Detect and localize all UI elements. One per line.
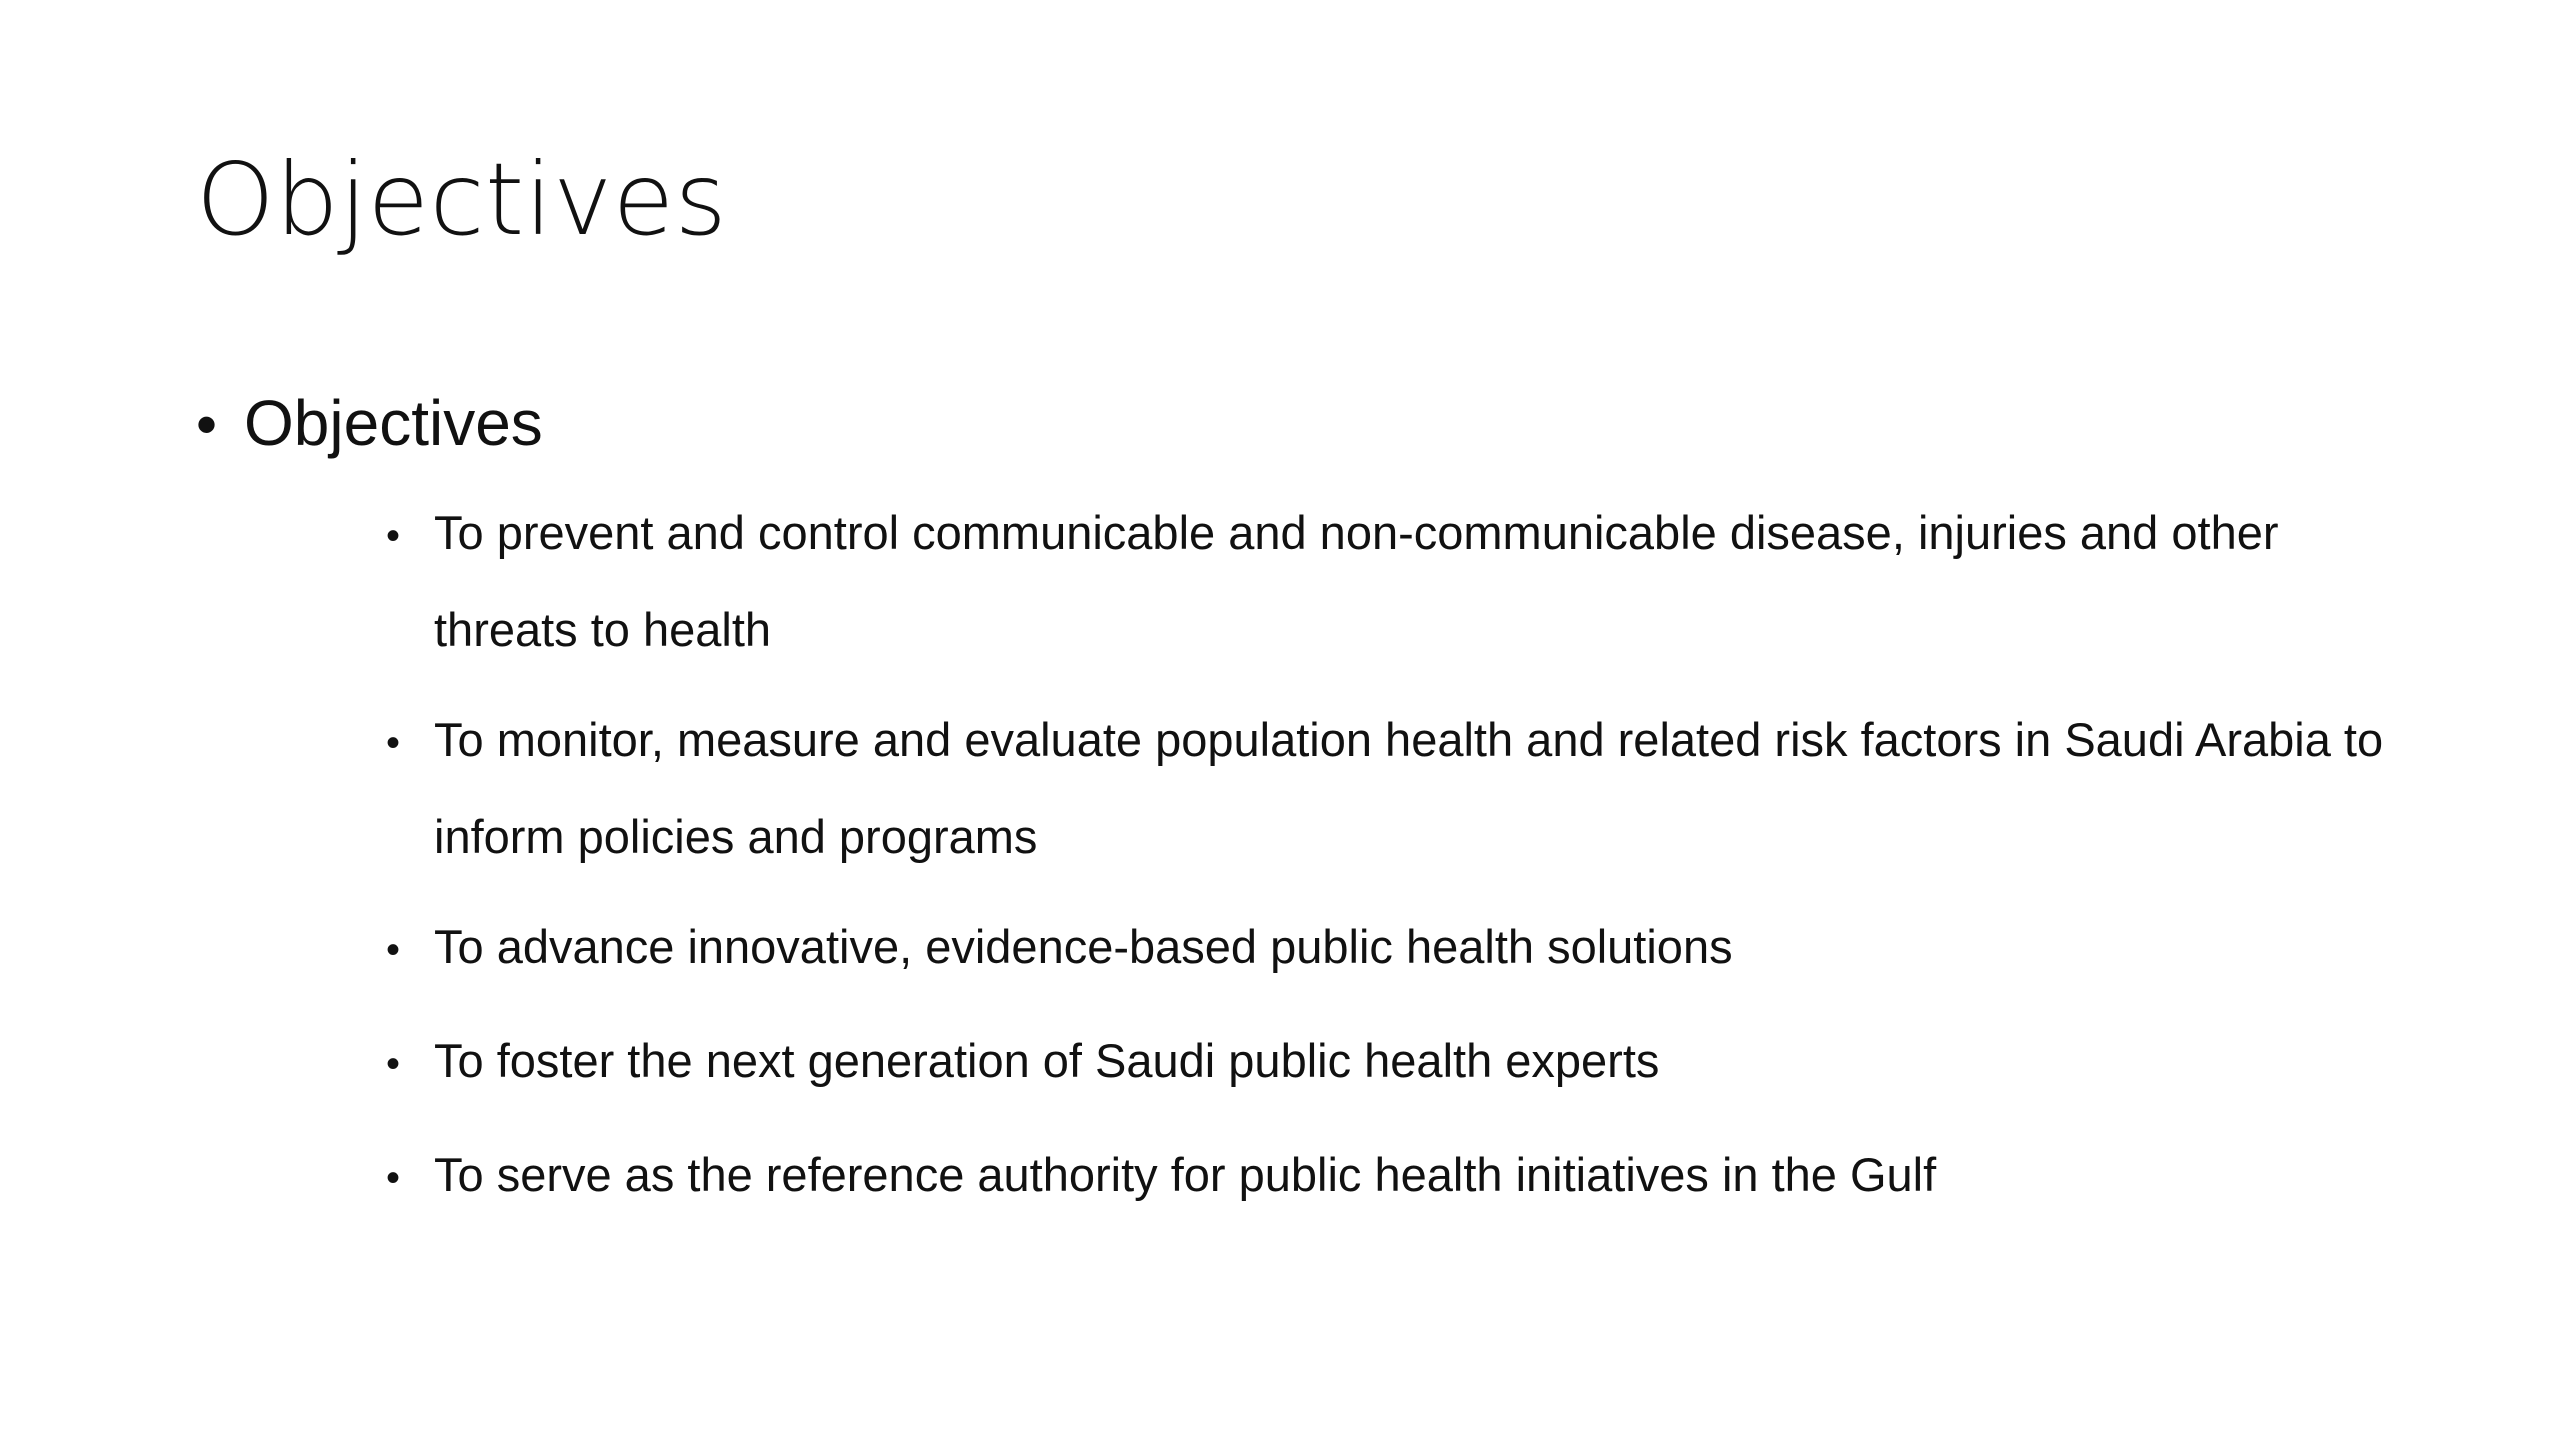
- sub-bullet-text: To advance innovative, evidence-based public health solutions: [434, 919, 1733, 973]
- sub-bullet-text: To monitor, measure and evaluate population health and related risk factors in Saudi Arabia to inform policies and programs: [434, 712, 2384, 863]
- bullet-glyph: •: [386, 1041, 401, 1086]
- slide-content: [196, 385, 2416, 1240]
- sub-bullet-item: [386, 691, 2416, 885]
- sub-bullet-text: To foster the next generation of Saudi public health experts: [434, 1033, 1660, 1087]
- sub-bullet-item: [386, 1126, 2416, 1227]
- sub-bullet-list: [196, 484, 2416, 1227]
- sub-bullet-text: To serve as the reference authority for public health initiatives in the Gulf: [434, 1147, 1937, 1201]
- sub-bullet-text: To prevent and control communicable and non-communicable disease, injuries and other threats to health: [434, 505, 2279, 656]
- bullet-glyph: •: [386, 1155, 401, 1200]
- bullet-level-1: [196, 385, 2416, 462]
- bullet-glyph: •: [196, 391, 218, 458]
- bullet-level-1-label: Objectives: [244, 387, 543, 459]
- sub-bullet-item: [386, 1012, 2416, 1113]
- bullet-glyph: •: [386, 927, 401, 972]
- slide-title: Objectives: [196, 141, 728, 258]
- sub-bullet-item: [386, 898, 2416, 999]
- bullet-glyph: •: [386, 513, 401, 558]
- sub-bullet-item: [386, 484, 2416, 678]
- bullet-glyph: •: [386, 720, 401, 765]
